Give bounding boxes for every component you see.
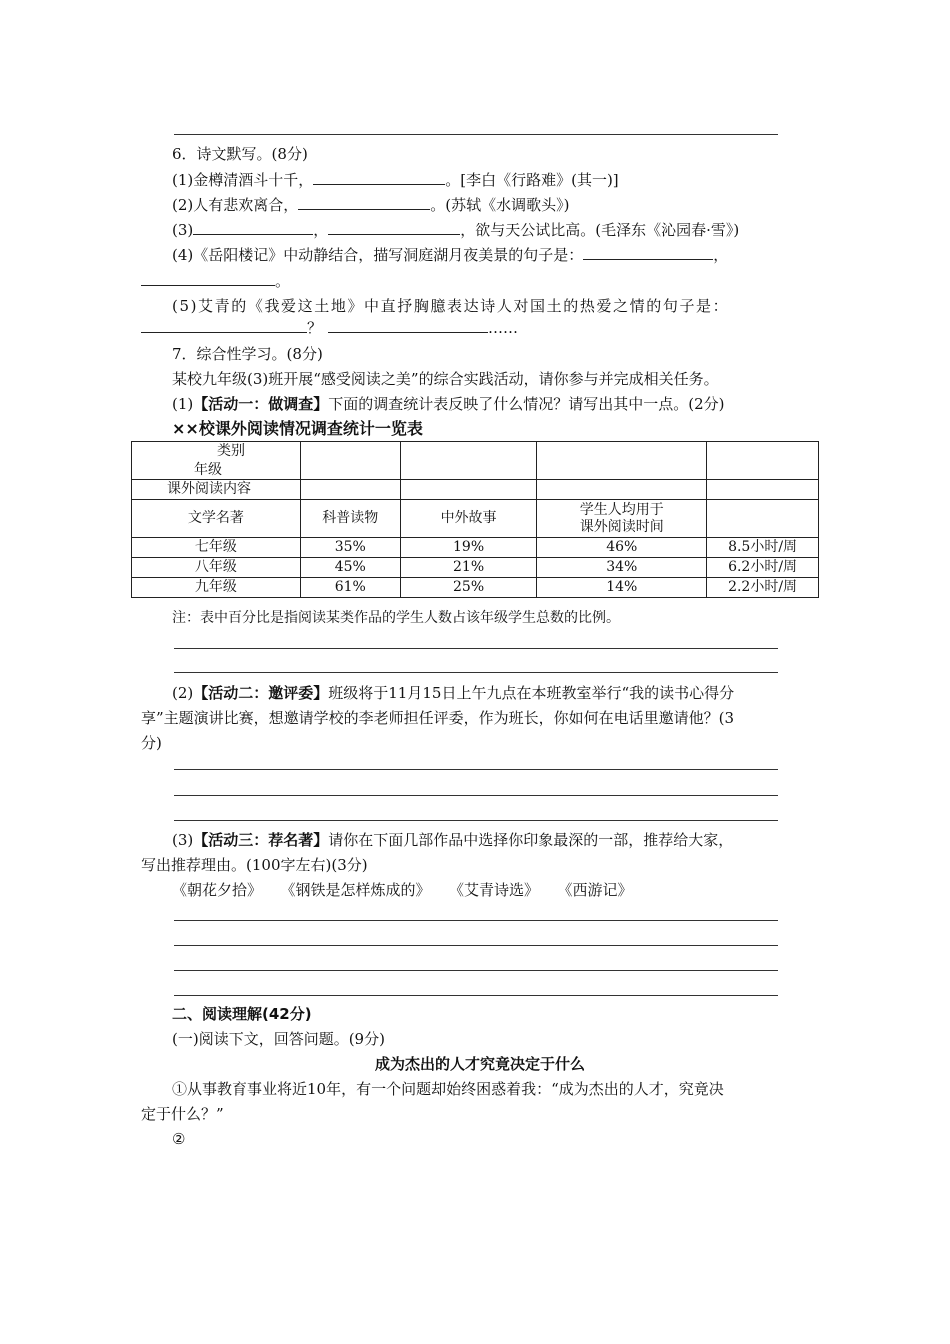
q6-line-4b	[141, 271, 290, 291]
q6-l3-source: ，欲与天公试比高。(毛泽东《沁园春·雪》)	[460, 221, 740, 239]
answer-line[interactable]	[174, 795, 778, 796]
a3-num: (3)	[172, 831, 194, 849]
q6-line-2	[172, 195, 569, 215]
q6-l5-q: ？	[307, 319, 323, 337]
q6-l2-source: 。(苏轼《水调歌头》)	[430, 196, 570, 214]
a1-text: 下面的调查统计表反映了什么情况？请写出其中一点。(2分)	[328, 395, 725, 413]
answer-line[interactable]	[174, 920, 778, 921]
q6-title: 6．诗文默写。(8分)	[172, 145, 308, 163]
table-row	[132, 558, 819, 578]
q7-activity-3	[172, 830, 733, 850]
table-row	[132, 578, 819, 598]
book-list	[172, 880, 633, 900]
a2-heading: 【活动二：邀评委】	[193, 684, 329, 702]
cell-value: 35%	[300, 538, 400, 558]
a3-text-2: 写出推荐理由。(100字左右)(3分)	[141, 856, 368, 874]
q6-line-5b	[141, 318, 518, 338]
q6-l1-source: 。[李白《行路难》(其一)]	[445, 171, 619, 189]
cell-value: 21%	[400, 558, 537, 578]
answer-line[interactable]	[174, 648, 778, 649]
col-reading-time	[537, 500, 707, 538]
answer-line[interactable]	[174, 995, 778, 996]
q6-l4-comma: ，	[713, 246, 729, 264]
book-item: 《艾青诗选》	[456, 881, 540, 899]
answer-line[interactable]	[174, 672, 778, 673]
table-title: ××校课外阅读情况调查统计一览表	[172, 419, 423, 438]
cell-value: 19%	[400, 538, 537, 558]
q6-line-5: (5)艾青的《我爱这土地》中直抒胸臆表达诗人对国土的热爱之情的句子是：	[172, 297, 730, 315]
q6-l3-num: (3)	[172, 221, 194, 239]
a3-text-1: 请你在下面几部作品中选择你印象最深的一部，推荐给大家，	[328, 831, 734, 849]
fill-blank[interactable]	[313, 170, 445, 185]
q7-activity-2	[172, 683, 734, 703]
col-stories: 中外故事	[400, 500, 537, 538]
table-header-row	[132, 442, 819, 462]
row-grade: 七年级	[132, 538, 301, 558]
a3-heading: 【活动三：荐名著】	[193, 831, 329, 849]
answer-line[interactable]	[174, 970, 778, 971]
header-content: 课外阅读内容	[132, 480, 301, 500]
answer-line[interactable]	[174, 134, 778, 135]
cell-time: 8.5小时/周	[707, 538, 819, 558]
table-column-row	[132, 500, 819, 538]
table-note: 注：表中百分比是指阅读某类作品的学生人数占该年级学生总数的比例。	[172, 610, 620, 626]
col-science: 科普读物	[300, 500, 400, 538]
fill-blank[interactable]	[141, 271, 275, 286]
q6-line-1	[172, 170, 619, 190]
book-item: 《钢铁是怎样炼成的》	[288, 881, 431, 899]
table-row	[132, 538, 819, 558]
fill-blank[interactable]	[328, 318, 488, 333]
a2-text-2: 享”主题演讲比赛，想邀请学校的李老师担任评委，作为班长，你如何在电话里邀请他？(3	[141, 709, 735, 727]
cell-value: 25%	[400, 578, 537, 598]
q6-l5-ellipsis: ……	[488, 319, 519, 337]
q6-l3-comma: ，	[313, 221, 329, 239]
row-grade: 八年级	[132, 558, 301, 578]
cell-value: 45%	[300, 558, 400, 578]
book-item: 《朝花夕拾》	[172, 881, 263, 899]
cell-value: 34%	[537, 558, 707, 578]
fill-blank[interactable]	[193, 220, 313, 235]
answer-line[interactable]	[174, 820, 778, 821]
col-literature: 文学名著	[132, 500, 301, 538]
a2-text-1: 班级将于11月15日上午九点在本班教室举行“我的读书心得分	[328, 684, 735, 702]
article-paragraph-1: ①从事教育事业将近10年，有一个问题却始终困惑着我：“成为杰出的人才，究竟决	[172, 1080, 724, 1098]
col-time-line-1: 学生人均用于	[579, 501, 664, 518]
q6-l4-end: 。	[275, 272, 291, 290]
header-category: 类别	[132, 442, 301, 462]
fill-blank[interactable]	[583, 245, 713, 260]
q7-activity-1	[172, 394, 725, 414]
answer-line[interactable]	[174, 945, 778, 946]
q6-line-4	[172, 245, 728, 265]
survey-table	[131, 441, 819, 598]
fill-blank[interactable]	[328, 220, 460, 235]
article-paragraph-1-cont: 定于什么？”	[141, 1105, 224, 1123]
fill-blank[interactable]	[141, 318, 307, 333]
cell-time: 2.2小时/周	[707, 578, 819, 598]
table-header-row	[132, 480, 819, 500]
cell-time: 6.2小时/周	[707, 558, 819, 578]
q6-line-3	[172, 220, 739, 240]
article-paragraph-2: ②	[172, 1130, 186, 1148]
q7-title: 7．综合性学习。(8分)	[172, 345, 323, 363]
section-title: 二、阅读理解(42分)	[172, 1005, 312, 1023]
a2-text-3: 分)	[141, 734, 162, 752]
q6-l1-text: (1)金樽清酒斗十千，	[172, 171, 314, 189]
header-grade: 年级	[132, 462, 301, 480]
cell-value: 14%	[537, 578, 707, 598]
q7-intro: 某校九年级(3)班开展“感受阅读之美”的综合实践活动，请你参与并完成相关任务。	[172, 370, 719, 388]
answer-line[interactable]	[174, 769, 778, 770]
q6-l4-text: (4)《岳阳楼记》中动静结合，描写洞庭湖月夜美景的句子是：	[172, 246, 584, 264]
a1-num: (1)	[172, 395, 194, 413]
q6-l2-text: (2)人有悲欢离合，	[172, 196, 299, 214]
cell-value: 61%	[300, 578, 400, 598]
row-grade: 九年级	[132, 578, 301, 598]
book-item: 《西游记》	[565, 881, 633, 899]
section-subtitle: (一)阅读下文，回答问题。(9分)	[172, 1030, 385, 1048]
fill-blank[interactable]	[298, 195, 430, 210]
col-time-line-2: 课外阅读时间	[579, 518, 664, 535]
article-title: 成为杰出的人才究竟决定于什么	[375, 1055, 586, 1073]
cell-value: 46%	[537, 538, 707, 558]
a1-heading: 【活动一：做调查】	[193, 395, 329, 413]
a2-num: (2)	[172, 684, 194, 702]
